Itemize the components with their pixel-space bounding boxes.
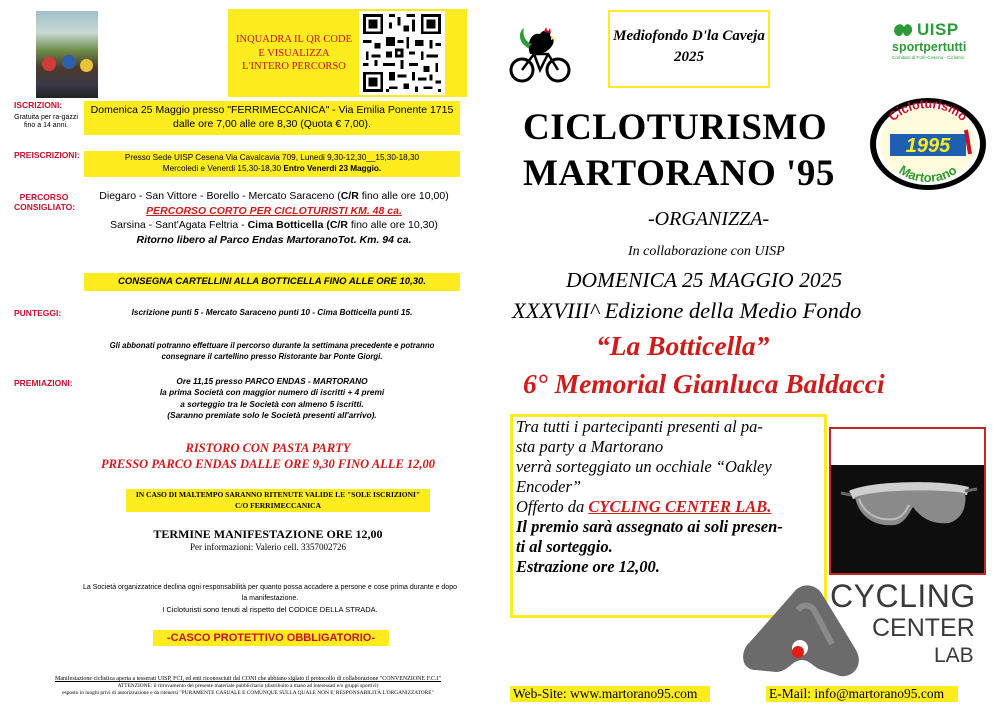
rooster-bike-logo: [508, 24, 572, 86]
termine-text: TERMINE MANIFESTAZIONE ORE 12,00: [153, 527, 383, 541]
svg-text:Martorano: Martorano: [896, 162, 960, 186]
edition-text: XXXVIII^ Edizione della Medio Fondo: [512, 298, 862, 323]
short-route-note: PERCORSO CORTO PER CICLOTURISTI KM. 48 ca.: [146, 204, 402, 217]
abbonati-text: Gli abbonati potranno effettuare il percorso durante la settimana precedente e potranno consegnare il cartellino presso Ristorante bar Ponte Giorgi.: [109, 341, 435, 361]
cycling-logo-word2: CENTER: [872, 614, 975, 642]
cicloturismo-badge-logo: [868, 96, 988, 192]
preiscrizioni-box: Presso Sede UISP Cesena Via Cavalcavia 709, Lunedi 9,30-12,30__15,30-18,30 Mercoledi e Venerdi 15,30-18,30 Entro Venerdi 23 Maggio.: [84, 151, 460, 177]
punteggi-label: PUNTEGGI:: [14, 308, 62, 318]
premiazioni-text: Ore 11,15 presso PARCO ENDAS - MARTORANO la prima Società con maggior numero di iscritti + 4 premi a sorteggio tra le Società con almeno 5 iscritti. (Saranno premiate solo le Società presenti all'arrivo).: [159, 376, 385, 420]
main-title-line2: MARTORANO '95: [523, 153, 835, 194]
website-link[interactable]: Web-Site: www.martorano95.com: [510, 686, 710, 702]
email-link[interactable]: E-Mail: info@martorano95.com: [766, 686, 958, 702]
organizza-text: -ORGANIZZA-: [648, 208, 770, 230]
premiazioni-label: PREMIAZIONI:: [14, 378, 73, 388]
ristoro-text: RISTORO CON PASTA PARTY PRESSO PARCO ENDAS DALLE ORE 9,30 FINO ALLE 12,00: [100, 441, 436, 471]
oakley-glasses-image: [829, 427, 986, 575]
footnote-text: Manifestazione ciclistica aperta a tesserati UISP, FCI, ed enti riconosciuti dal CONI che abbiano siglato il protocollo di collaborazione "CONVENZIONE F.C.I" ATTENZIONE: il ritrovamento del presente materiale pubblicitario (distribuito a mano ad interessati e/o gruppi sportivi) esposto in luoghi privi di autorizzazione e da ritenersi "PURAMENTE CASUALE E COMUNQUE SULLA QUALE NON E' RESPONSABILITÀ L'ORGANIZZATORE": [55, 676, 441, 696]
informazioni-text: Per informazioni: Valerio cell. 3357002726: [189, 542, 347, 552]
maltempo-box: IN CASO DI MALTEMPO SARANNO RITENUTE VALIDE LE "SOLE ISCRIZIONI" C/O FERRIMECCANICA: [126, 489, 430, 512]
cyclists-photo: [36, 11, 98, 98]
percorso-label: PERCORSO CONSIGLIATO:: [14, 192, 76, 212]
disclaimer-text: La Società organizzatrice declina ogni responsabilità per quanto possa accadere a persone e cose prima durante e dopo la manifestazione. I Cicloturisti sono tenuti al rispetto del CODICE DELLA STRADA.: [83, 584, 457, 614]
event-title-box: Mediofondo D'la Caveja 2025: [608, 10, 770, 88]
cycling-logo-word1: CYCLING: [830, 578, 976, 614]
main-title-line1: CICLOTURISMO: [523, 107, 828, 148]
date-text: DOMENICA 25 MAGGIO 2025: [566, 268, 843, 292]
glasses-icon: [839, 473, 979, 543]
casco-banner: -CASCO PROTETTIVO OBBLIGATORIO-: [153, 630, 389, 646]
botticella-title: “La Botticella”: [596, 330, 770, 361]
percorso-text: Diegaro - San Vittore - Borello - Mercato Saraceno (C/R fino alle ore 10,00) PERCORSO CORTO PER CICLOTURISTI KM. 48 ca. Sarsina - Sant'Agata Feltria - Cima Botticella (C/R fino alle ore 10,30) Ritorno libero al Parco Endas MartoranoTot. Km. 94 ca.: [84, 189, 464, 247]
uisp-mark-icon: [892, 21, 914, 39]
svg-text:Cicloturismo: Cicloturismo: [886, 96, 970, 124]
uisp-logo: UISP sportpertutti Comitato di Forlì-Cesena - Ciclismo: [892, 20, 967, 60]
qr-code-image[interactable]: [359, 11, 445, 95]
iscrizioni-box: Domenica 25 Maggio presso "FERRIMECCANICA" - Via Emilia Ponente 1715 dalle ore 7,00 alle ore 8,30 (Quota € 7,00).: [84, 101, 460, 135]
preiscrizioni-label: PREISCRIZIONI:: [14, 150, 80, 160]
collab-text: In collaborazione con UISP: [628, 244, 785, 259]
punteggi-text: Iscrizione punti 5 - Mercato Saraceno punti 10 - Cima Botticella punti 15.: [131, 308, 413, 317]
prize-box: Tra tutti i partecipanti presenti al pa- sta party a Martorano verrà sorteggiato un occhiale “Oakley Encoder” Offerto da CYCLING CENTER LAB. Il premio sarà assegnato ai soli presen- ti al sorteggio. Estrazione ore 12,00.: [510, 414, 827, 618]
cycling-logo-word3: LAB: [934, 644, 974, 667]
memorial-title: 6° Memorial Gianluca Baldacci: [523, 368, 885, 399]
qr-instructions: INQUADRA IL QR CODE E VISUALIZZA L'INTERO PERCORSO: [236, 34, 352, 73]
iscrizioni-label: ISCRIZIONI: Gratuita per ra-gazzi fino a 14 anni.: [14, 100, 78, 129]
svg-text:1995: 1995: [905, 135, 951, 157]
iscrizioni-note: Gratuita per ra-gazzi fino a 14 anni.: [14, 113, 78, 129]
qr-box: [228, 9, 467, 97]
consegna-banner: CONSEGNA CARTELLINI ALLA BOTTICELLA FINO ALLE ORE 10,30.: [84, 273, 460, 291]
